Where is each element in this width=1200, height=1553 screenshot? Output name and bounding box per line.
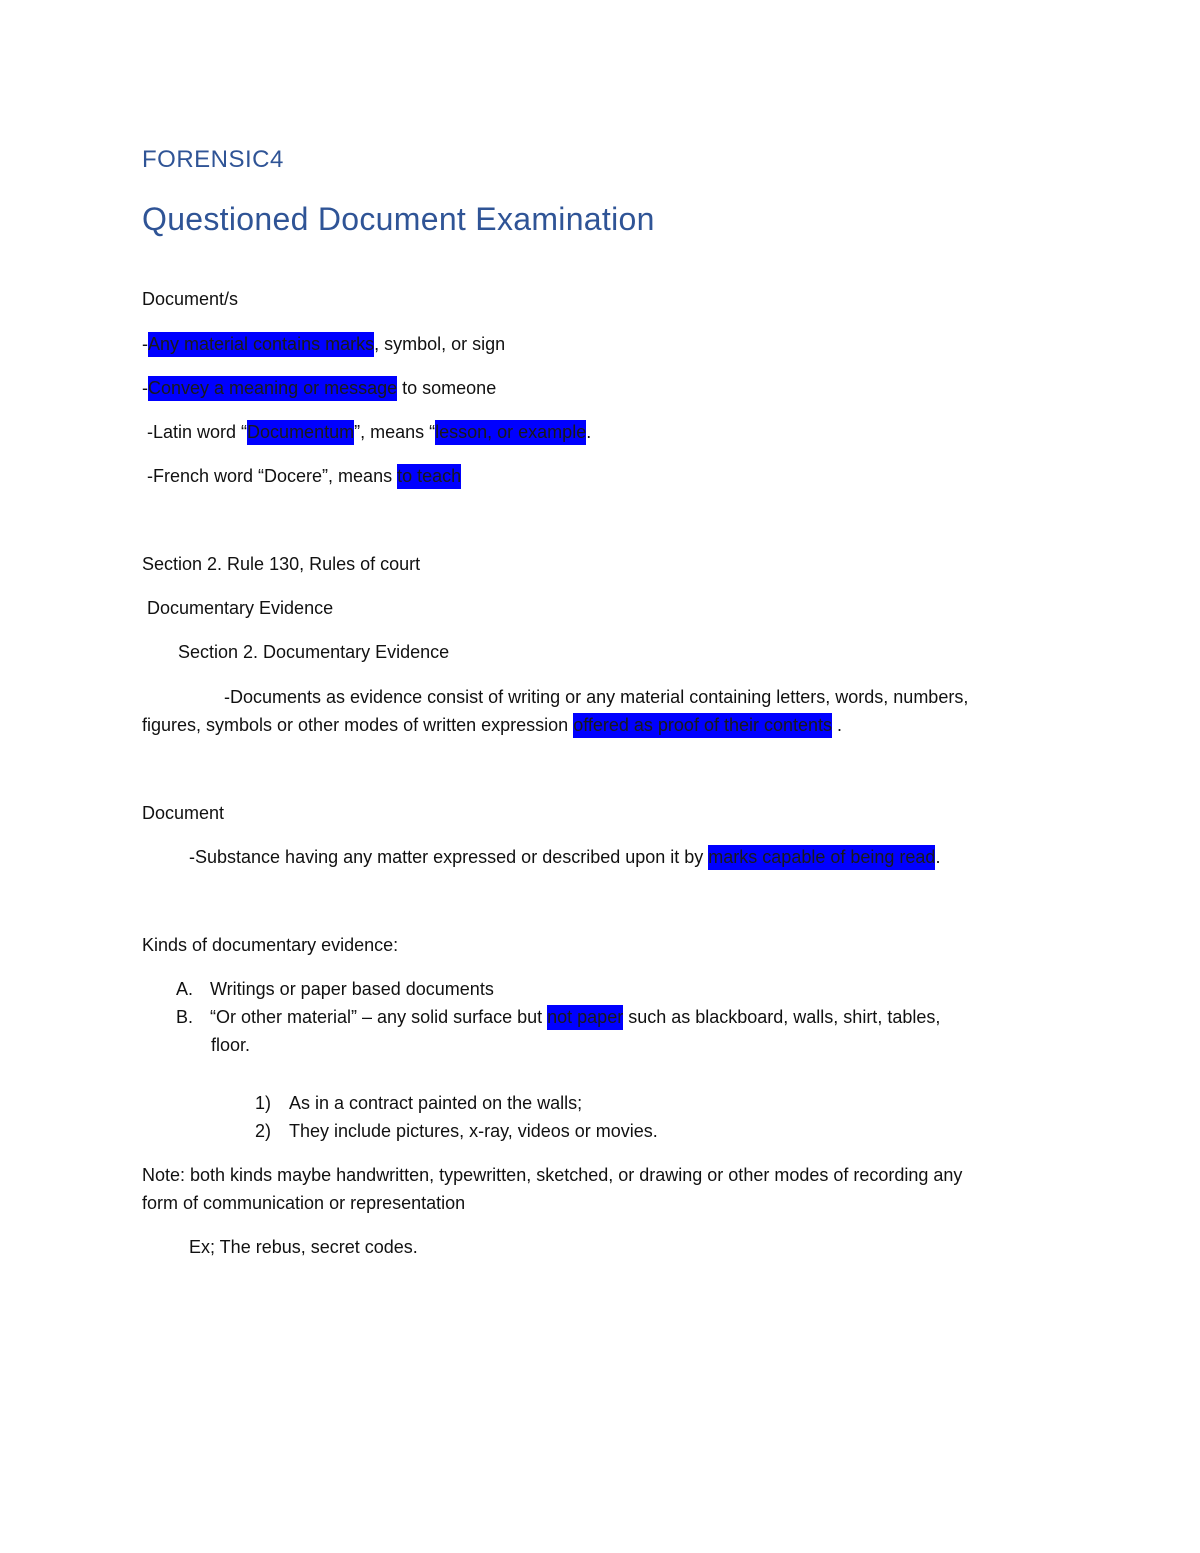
text-fragment: . — [832, 715, 843, 735]
text-fragment: such as blackboard, walls, shirt, tables, — [623, 1007, 941, 1027]
section-sub2: Section 2. Documentary Evidence — [178, 642, 450, 662]
text-fragment: - — [142, 334, 148, 354]
section-sub: Documentary Evidence — [147, 598, 334, 618]
section-rule: Section 2. Rule 130, Rules of court — [142, 554, 421, 574]
document-definition — [189, 843, 940, 871]
highlight: offered as proof of their contents — [573, 713, 832, 738]
note-line-1: Note: both kinds maybe handwritten, typewritten, sketched, or drawing or other modes of recording any — [142, 1165, 963, 1185]
list-item-text: They include pictures, x-ray, videos or movies. — [289, 1121, 658, 1141]
documents-heading: Document/s — [142, 289, 239, 309]
highlight: to teach — [397, 464, 461, 489]
text-fragment: , symbol, or sign — [374, 334, 506, 354]
highlight: Documentum — [247, 420, 354, 445]
kinds-heading: Kinds of documentary evidence: — [142, 935, 399, 955]
document-heading: Document — [142, 803, 225, 823]
text-fragment: - — [142, 378, 148, 398]
highlight: lesson, or example — [435, 420, 586, 445]
highlight: not paper — [547, 1005, 623, 1030]
list-item-b-continuation: floor. — [211, 1035, 251, 1055]
definition-line-2 — [142, 711, 842, 739]
text-fragment: . — [935, 847, 941, 867]
page-title: Questioned Document Examination — [142, 201, 655, 237]
note-example: Ex; The rebus, secret codes. — [189, 1237, 418, 1257]
sublist-item-1 — [255, 1089, 582, 1117]
list-marker: 2) — [255, 1121, 272, 1141]
text-fragment: . — [586, 422, 592, 442]
text-fragment: “Or other material” – any solid surface but — [210, 1007, 548, 1027]
text-fragment: -Latin word “ — [147, 422, 248, 442]
text-fragment: -Substance having any matter expressed or described upon it by — [189, 847, 709, 867]
highlight: Any material contains marks — [148, 332, 374, 357]
list-marker: 1) — [255, 1093, 272, 1113]
documents-line-4 — [147, 462, 461, 490]
note-line-2: form of communication or representation — [142, 1193, 466, 1213]
highlight: marks capable of being read — [708, 845, 935, 870]
list-item-text: As in a contract painted on the walls; — [289, 1093, 583, 1113]
documents-line-2 — [142, 374, 496, 402]
highlight: Convey a meaning or message — [148, 376, 397, 401]
documents-line-3 — [147, 418, 591, 446]
list-item-b — [176, 1003, 940, 1031]
text-fragment: ”, means “ — [354, 422, 436, 442]
text-fragment: to someone — [397, 378, 497, 398]
list-item-text: Writings or paper based documents — [210, 979, 494, 999]
text-fragment: figures, symbols or other modes of written expression — [142, 715, 574, 735]
text-fragment: -French word “Docere”, means — [147, 466, 398, 486]
documents-line-1 — [142, 330, 505, 358]
list-item-a — [176, 975, 494, 1003]
list-marker: B. — [176, 1007, 194, 1027]
sublist-item-2 — [255, 1117, 658, 1145]
definition-line-1: -Documents as evidence consist of writing or any material containing letters, words, numbers, — [224, 687, 969, 707]
course-code: FORENSIC4 — [142, 146, 284, 173]
list-marker: A. — [176, 979, 194, 999]
